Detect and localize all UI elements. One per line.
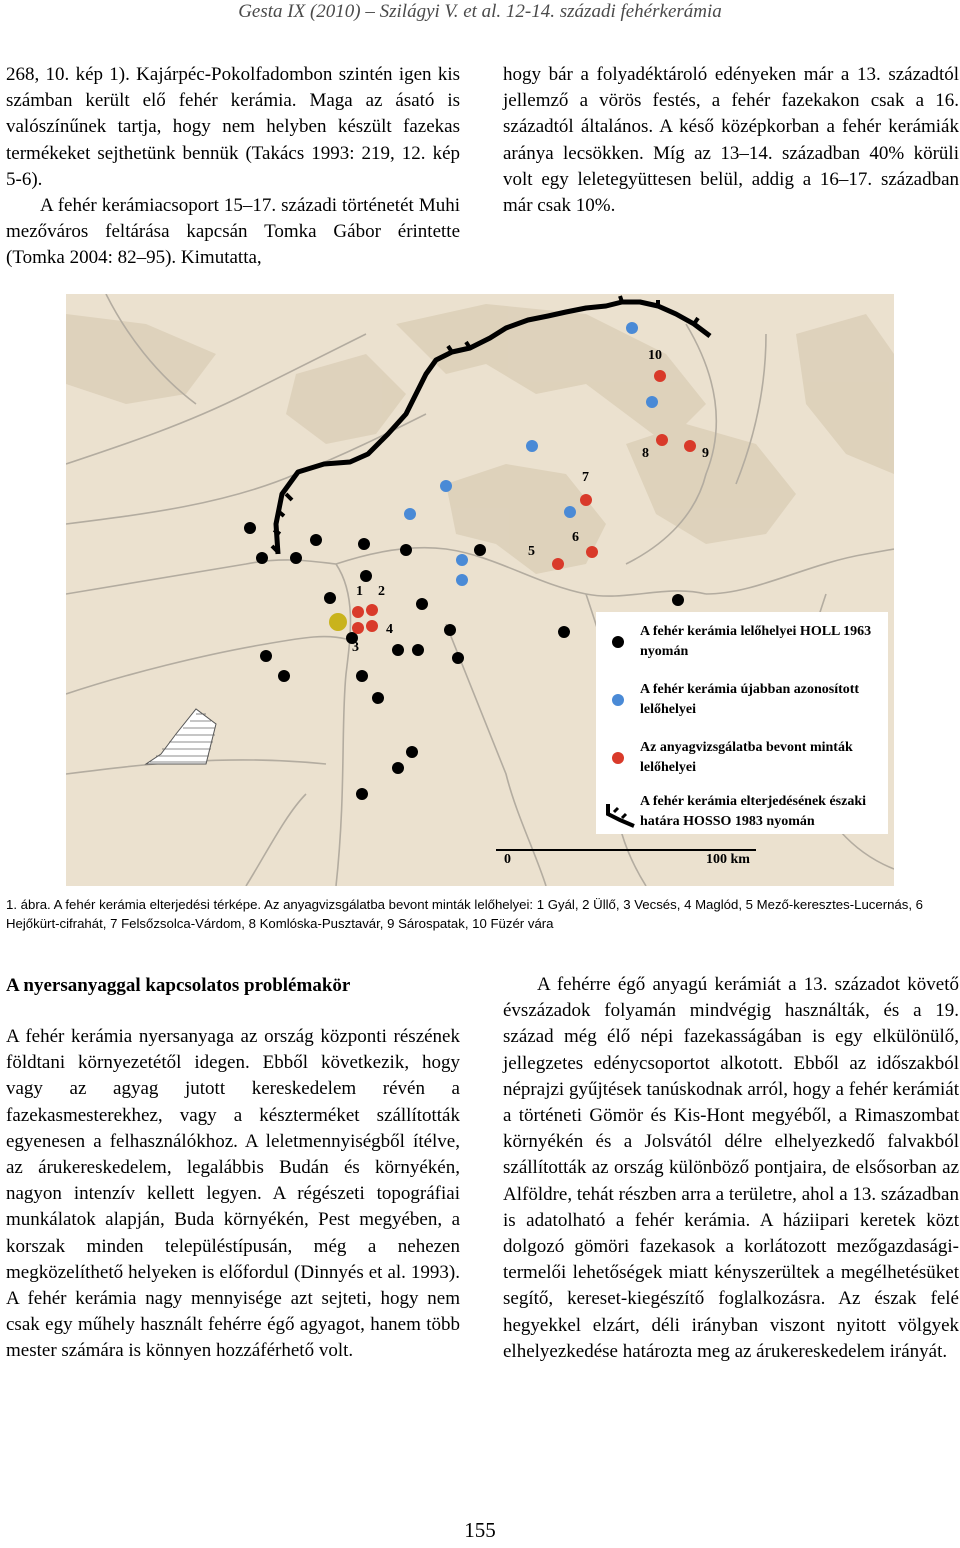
site-number: 7 [582,470,589,485]
site-number: 4 [386,622,393,637]
boundary-line-icon [606,800,630,824]
scale-end-label: 100 km [706,852,750,867]
site-number: 9 [702,446,709,461]
black-dot-icon [606,630,630,654]
scale-start-label: 0 [504,852,511,867]
legend-label: Az anyagvizsgálatba bevont minták lelőhelyei [640,740,853,775]
bottom-left-column [6,1024,460,1365]
site-number: 6 [572,530,579,545]
reference-site [329,613,347,631]
paragraph: 268, 10. kép 1). Kajárpéc-Pokolfadombon szintén igen kis számban került elő fehér kerámia. Maga az ásató is valószínűnek tartja, hogy nem helyben készült fazekas termékeket sejthetünk bennük (Takács 1993: 219, 12. kép 5-6). [6,64,460,190]
page-number: 155 [464,1518,496,1542]
hatched-area [146,709,216,764]
bottom-right-column [503,972,959,1365]
paragraph: A fehér kerámiacsoport 15–17. századi történetét Muhi mezőváros feltárása kapcsán Tomka Gábor érintette (Tomka 2004: 82–95). Kimutatta, [6,195,460,269]
legend-item [596,790,888,836]
legend-label: A fehér kerámia újabban azonosított lelőhelyei [640,682,860,717]
figure-caption: 1. ábra. A fehér kerámia elterjedési térképe. Az anyagvizsgálatba bevont minták lelőhelyei: 1 Gyál, 2 Üllő, 3 Vecsés, 4 Maglód, 5 Mező-keresztes-Lucernás, 6 Hejőkürt-cifrahát, 7 Felsőzsolca-Várdom, 8 Komlóska-Pusztavár, 9 Sárospatak, 10 Füzér vára [6,897,924,931]
site-number: 2 [378,584,385,599]
red-dot-icon [606,746,630,770]
top-left-column [6,62,460,272]
legend-item [596,736,888,782]
site-number: 10 [648,348,662,363]
site-number: 1 [356,584,363,599]
paragraph: A fehér kerámia nyersanyaga az ország központi részének földtani környezetétől idegen. Ebből következik, hogy vagy az agyag jutott kereskedelem révén a fazekasmesterekhez, vagy a készterméket szállították egyenesen a felhasználókhoz. A leletmennyiségből ítélve, az árukereskedelem, legalábbis Budán és környékén, nagyon intenzív kellett legyen. A régészeti topográfiai munkálatok alapján, Buda környékén, Pest megyében, a korszak minden településtípusán, még a nehezen megközelíthető helyeken is előfordul (Dinnyés et al. 1993). A fehér kerámia nagy mennyisége azt sejteti, hogy nem csak egy műhely használt fehérre égő agyagot, hanem több mester számára is könnyen hozzáférhető volt. [6,1026,460,1362]
paragraph: A fehérre égő anyagú kerámiát a 13. századot követő évszázadok folyamán mindvégig használták, és a 19. század még élő népi fazekasságában is egy elkülönülő, jellegzetes edénycsoportot alkotott. Ebből az időszakból néprajzi gyűjtések tanúskodnak arról, hogy a fehér kerámiát a történeti Gömör és Kis-Hont megyéből, a Rimaszombat környékén és a Jolsvától délre elhelyezkedő falvakból szállították az ország különböző pontjaira, de elsősorban az Alföldre, tehát részben arra a területre, ahol a 13. században is adatolható a fehér kerámia. A háziipari keretek közt dolgozó gömöri fazekasok a korlátozott mezőgazdasági-termelői lehetőségek miatt kényszerültek a megélhetésüket segítő, kereset-kiegészítő foglalkozásra. Az észak felé hegyekkel elzárt, déli irányban viszont nyitott völgyek elhelyezkedése határozta meg az árukereskedelem irányát. [503,974,959,1362]
top-right-column [503,62,959,219]
paragraph: hogy bár a folyadéktároló edényeken már a 13. századtól jellemző a vörös festés, a fehér fazekakon csak a 16. századtól általános. A késő középkorban a fehér kerámiák aránya lecsökken. Míg az 13–14. században 40% körüli volt egy leletegyüttesen belül, addig a 16–17. században már csak 10%. [503,64,959,217]
blue-dot-icon [606,688,630,712]
section-heading: A nyersanyaggal kapcsolatos problémakör [6,975,351,996]
site-number: 5 [528,544,535,559]
distribution-map [66,294,894,886]
site-number: 8 [642,446,649,461]
map-legend [596,612,888,834]
legend-label: A fehér kerámia elterjedésének északi határa HOSSO 1983 nyomán [640,794,867,829]
running-header: Gesta IX (2010) – Szilágyi V. et al. 12-14. századi fehérkerámia [238,1,722,22]
legend-label: A fehér kerámia lelőhelyei HOLL 1963 nyomán [640,624,872,659]
legend-item [596,620,888,666]
legend-item [596,678,888,724]
site-number: 3 [352,640,359,655]
